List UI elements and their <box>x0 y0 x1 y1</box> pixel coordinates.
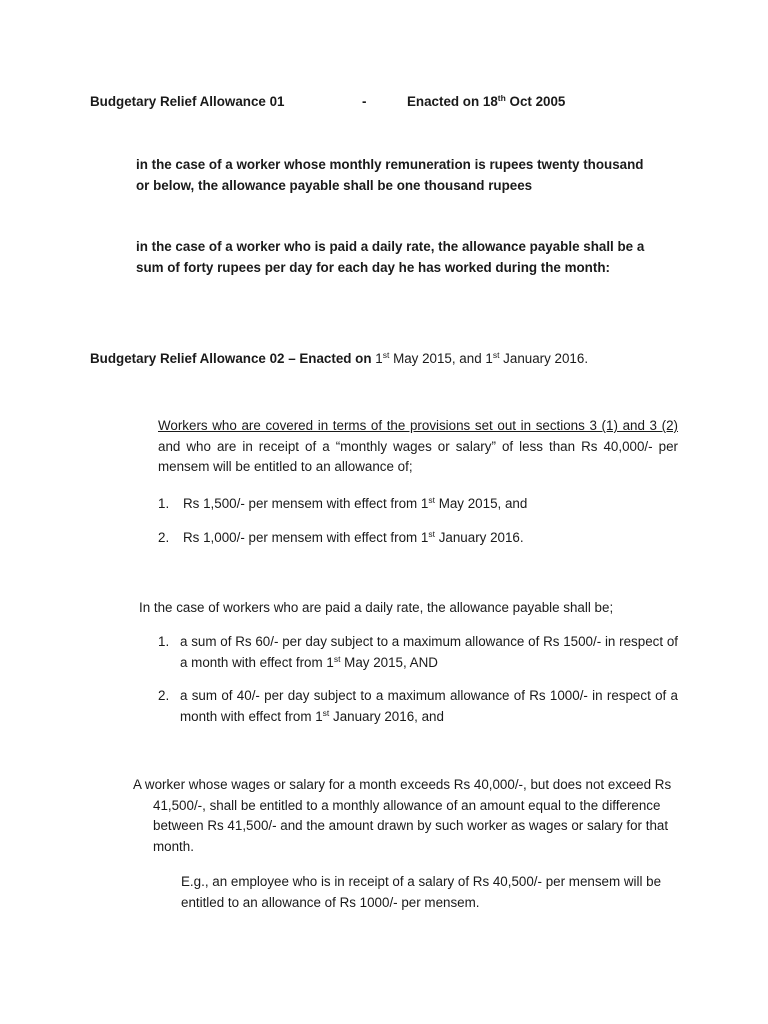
paragraph-daily-rate: in the case of a worker who is paid a daily rate, the allowance payable shall be a sum of forty rupees per day for each day he has worked during the month: <box>136 239 645 275</box>
paragraph-daily-rate-workers: In the case of workers who are paid a daily rate, the allowance payable shall be; <box>139 600 614 615</box>
heading-allowance-02: Budgetary Relief Allowance 02 – Enacted on 1st May 2015, and 1st January 2016. <box>90 350 589 366</box>
heading-allowance-01-enacted: Enacted on 18th Oct 2005 <box>407 93 566 109</box>
sections-reference: Workers who are covered in terms of the provisions set out in sections 3 (1) and 3 (2) <box>158 418 678 433</box>
paragraph-wage-threshold: A worker whose wages or salary for a month exceeds Rs 40,000/-, but does not exceed Rs 41,500/-, shall be entitled to a monthly allowance of an amount equal to the difference between Rs 41,500/- and the amount drawn by such worker as wages or salary for that month. <box>133 777 672 854</box>
paragraph-example: E.g., an employee who is in receipt of a salary of Rs 40,500/- per mensem will be entitled to an allowance of Rs 1000/- per mensem. <box>181 874 662 910</box>
heading-allowance-01-dash: - <box>362 94 367 109</box>
document-page: Budgetary Relief Allowance 01 - Enacted on 18th Oct 2005 in the case of a worker whose monthly remuneration is rupees twenty thousand or below, the allowance payable shall be one thousand rupees in the case of a worker who is paid a daily rate, the allowance payable shall be a sum of forty rupees per day for each day he has worked during the month: Budgetary Relief Allowance 02 – Enacted on 1st May 2015, and 1st January 2016. Workers who are covered in terms of the provisions set out in sections 3 (1) and 3 (2) and who are in receipt of a “monthly wages or salary” of less than Rs 40,000/- per mensem will be entitled to an allowance of; 1. Rs 1,500/- per mensem with effect from 1st May 2015, and 2. Rs 1,000/- per mensem with effect from 1st January 2016. In the case of workers who are paid a daily rate, the allowance payable shall be; 1. a sum of Rs 60/- per day subject to a maximum allowance of Rs 1500/- in respect of a month with effect from 1st May 2015, AND 2. a sum of 40/- per day subject to a maximum allowance of Rs 1000/- in respect of a month with effect from 1st January 2016, and A worker whose wages or salary for a month exceeds Rs 40,000/-, but does not exceed Rs 41,500/-, shall be entitled to a monthly allowance of an amount equal to the difference between Rs 41,500/- and the amount drawn by such worker as wages or salary for that month. E.g., an employee who is in receipt of a salary of Rs 40,500/- per mensem will be entitled to an allowance of Rs 1000/- per mensem. <box>0 0 768 1024</box>
paragraph-covered-workers: Workers who are covered in terms of the provisions set out in sections 3 (1) and 3 (2) and who are in receipt of a “monthly wages or salary” of less than Rs 40,000/- per mensem will be entitled to an allowance of; <box>158 418 678 474</box>
heading-allowance-01-title: Budgetary Relief Allowance 01 <box>90 94 285 109</box>
paragraph-monthly-remuneration: in the case of a worker whose monthly remuneration is rupees twenty thousand or below, the allowance payable shall be one thousand rupees <box>136 157 644 193</box>
